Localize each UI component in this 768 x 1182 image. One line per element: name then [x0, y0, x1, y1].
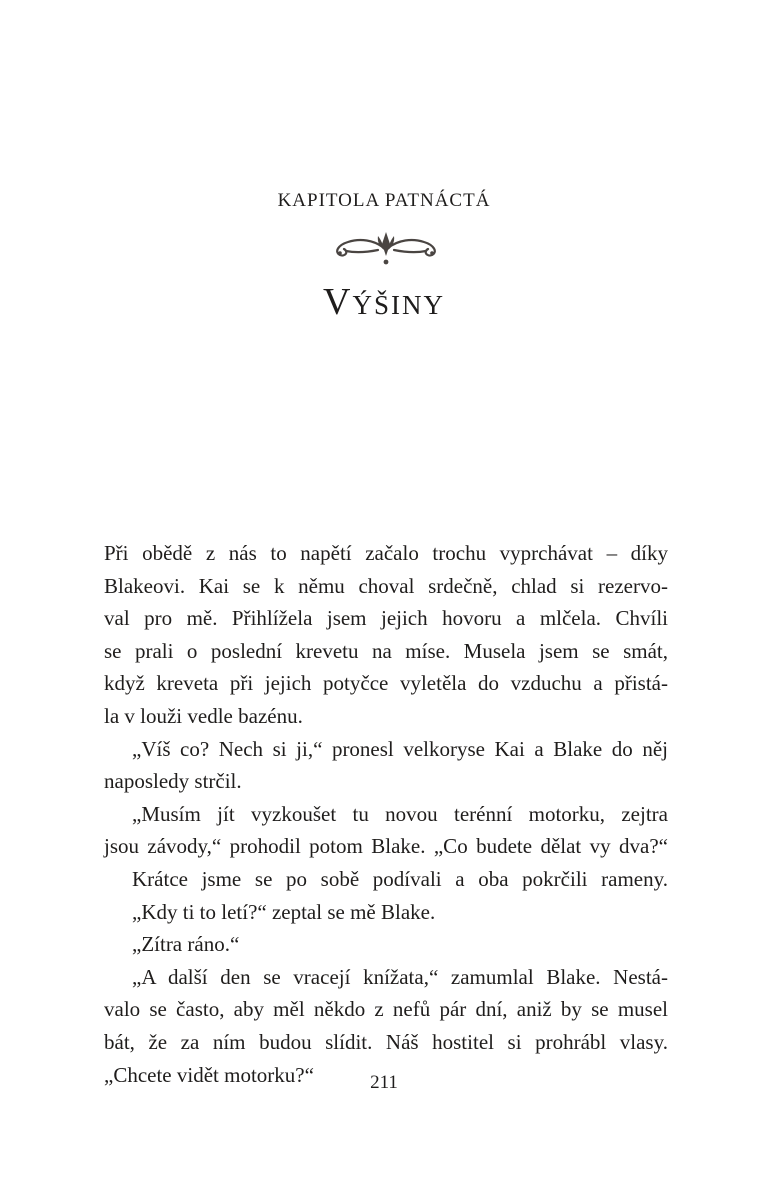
text-line: naposledy strčil. [104, 769, 242, 794]
text-line: bát, že za ním budou slídit. Náš hostitel si prohrábl vlasy. [104, 1029, 668, 1054]
text-line: „Kdy ti to letí?“ zeptal se mě Blake. [132, 899, 436, 924]
text-line: la v louži vedle bazénu. [104, 703, 303, 728]
text-line: Krátce jsme se po sobě podívali a oba pokrčili rameny. [132, 866, 668, 891]
text-line: valo se často, aby měl někdo z nefů pár dní, aniž by se musel [104, 997, 668, 1022]
text-line: val pro mě. Přihlížela jsem jejich hovoru a mlčela. Chvíli [104, 606, 668, 631]
text-line: Blakeovi. Kai se k němu choval srdečně, chlad si rezervo- [104, 573, 668, 598]
page-number: 211 [370, 1072, 398, 1093]
text-line: „A další den se vracejí knížata,“ zamumlal Blake. Nestá- [132, 964, 668, 989]
text-line: „Chcete vidět motorku?“ [104, 1062, 314, 1087]
text-line: „Zítra ráno.“ [132, 932, 240, 957]
body-text [104, 537, 668, 1091]
text-line: se prali o poslední krevetu na míse. Musela jsem se smát, [104, 638, 668, 663]
text-line: Při obědě z nás to napětí začalo trochu vyprchávat – díky [104, 541, 668, 565]
ornament-icon [326, 226, 446, 270]
text-line: „Víš co? Nech si ji,“ pronesl velkoryse Kai a Blake do něj [132, 736, 668, 761]
chapter-title: Výšiny [323, 281, 445, 323]
text-line: „Musím jít vyzkoušet tu novou terénní motorku, zejtra [132, 801, 668, 826]
text-line: jsou závody,“ prohodil potom Blake. „Co budete dělat vy dva?“ [104, 834, 668, 859]
text-line: když kreveta při jejich potyčce vyletěla do vzduchu a přistá- [104, 671, 668, 696]
chapter-label: KAPITOLA PATNÁCTÁ [277, 190, 491, 211]
